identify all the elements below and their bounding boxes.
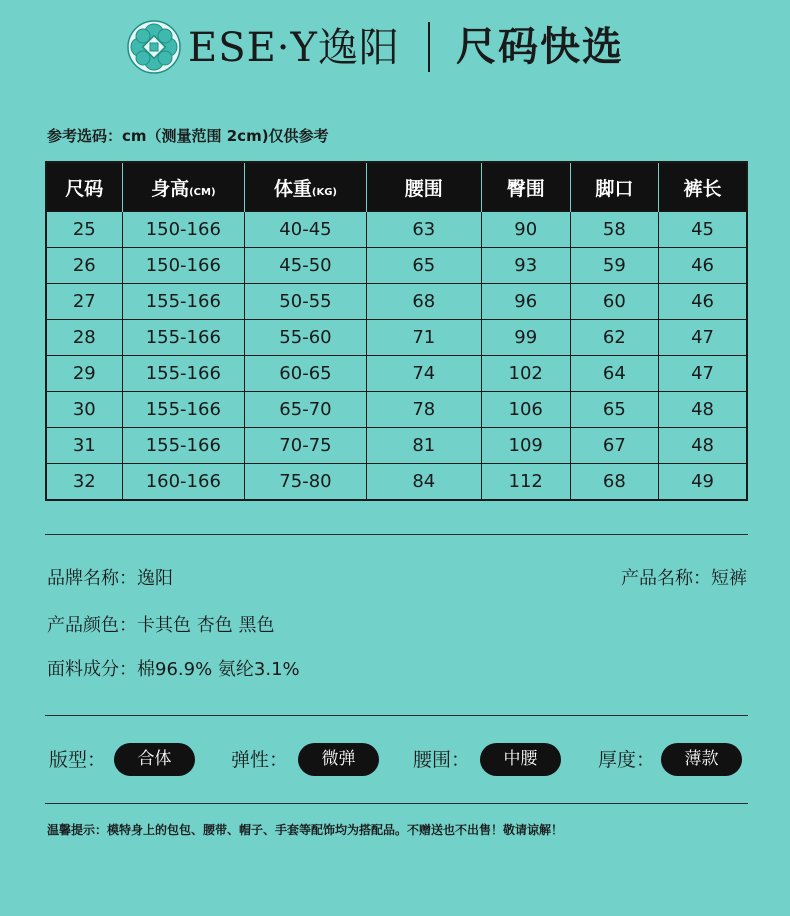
column-header: [481, 162, 570, 212]
column-header-unit: (KG): [311, 186, 338, 198]
disclaimer-tip: 温馨提示：模特身上的包包、腰带、帽子、手套等配饰均为搭配品。不赠送也不出售！敬请谅解！: [47, 823, 564, 837]
table-cell: 65-70: [245, 392, 367, 428]
table-cell: 45: [659, 212, 747, 248]
column-header-label: 裤长: [683, 177, 722, 200]
column-header: [122, 162, 244, 212]
table-cell: 48: [659, 428, 747, 464]
divider-3: [45, 803, 748, 804]
table-cell: 102: [481, 356, 570, 392]
table-cell: 40-45: [245, 212, 367, 248]
table-cell: 29: [46, 356, 122, 392]
table-cell: 155-166: [122, 284, 244, 320]
column-header-label: 尺码: [65, 177, 104, 200]
table-cell: 112: [481, 464, 570, 501]
table-cell: 155-166: [122, 356, 244, 392]
column-header-label: 脚口: [595, 177, 634, 200]
table-cell: 84: [366, 464, 481, 501]
table-cell: 99: [481, 320, 570, 356]
table-cell: 65: [366, 248, 481, 284]
table-cell: 58: [570, 212, 658, 248]
table-row: [46, 212, 747, 248]
table-row: [46, 392, 747, 428]
table-cell: 93: [481, 248, 570, 284]
thickness-badge: 薄款: [661, 743, 742, 776]
table-cell: 60-65: [245, 356, 367, 392]
table-cell: 68: [366, 284, 481, 320]
table-cell: 109: [481, 428, 570, 464]
waist-badge: 中腰: [480, 743, 561, 776]
table-row: [46, 428, 747, 464]
fabric-info: 面料成分：棉96.9% 氨纶3.1%: [47, 659, 300, 680]
table-cell: 48: [659, 392, 747, 428]
table-cell: 150-166: [122, 212, 244, 248]
table-cell: 106: [481, 392, 570, 428]
column-header: [245, 162, 367, 212]
brand-name-info: 品牌名称：逸阳: [47, 568, 173, 589]
table-header-row: [46, 162, 747, 212]
table-cell: 50-55: [245, 284, 367, 320]
table-cell: 45-50: [245, 248, 367, 284]
table-cell: 46: [659, 284, 747, 320]
column-header-label: 身高: [151, 177, 190, 200]
header-divider: [428, 22, 430, 72]
peony-knot-logo-icon: [127, 20, 181, 74]
page-title: 尺码快选: [456, 24, 624, 70]
table-cell: 49: [659, 464, 747, 501]
column-header: [659, 162, 747, 212]
table-cell: 27: [46, 284, 122, 320]
table-cell: 60: [570, 284, 658, 320]
table-cell: 150-166: [122, 248, 244, 284]
table-row: [46, 464, 747, 501]
table-cell: 81: [366, 428, 481, 464]
divider-2: [45, 715, 748, 716]
column-header-unit: (CM): [189, 186, 216, 198]
fit-badge: 合体: [114, 743, 195, 776]
waist-label: 腰围：: [413, 749, 471, 771]
table-cell: 59: [570, 248, 658, 284]
size-chart-table: [45, 161, 748, 501]
table-cell: 67: [570, 428, 658, 464]
table-cell: 78: [366, 392, 481, 428]
table-cell: 65: [570, 392, 658, 428]
table-row: [46, 320, 747, 356]
product-name-info: 产品名称：短裤: [621, 568, 747, 589]
stretch-badge: 微弹: [298, 743, 379, 776]
header: [0, 0, 790, 100]
reference-note: 参考选码：cm（测量范围 2cm)仅供参考: [47, 127, 329, 145]
fit-label: 版型：: [49, 749, 107, 771]
column-header-label: 腰围: [404, 177, 443, 200]
table-cell: 31: [46, 428, 122, 464]
table-cell: 160-166: [122, 464, 244, 501]
table-body: [46, 212, 747, 501]
stretch-label: 弹性：: [231, 749, 289, 771]
table-cell: 47: [659, 320, 747, 356]
product-colors-info: 产品颜色：卡其色 杏色 黑色: [47, 615, 275, 636]
column-header: [570, 162, 658, 212]
column-header-label: 体重: [273, 177, 312, 200]
table-cell: 64: [570, 356, 658, 392]
table-cell: 74: [366, 356, 481, 392]
table-cell: 96: [481, 284, 570, 320]
table-cell: 30: [46, 392, 122, 428]
table-cell: 155-166: [122, 428, 244, 464]
table-cell: 71: [366, 320, 481, 356]
table-cell: 25: [46, 212, 122, 248]
table-cell: 155-166: [122, 320, 244, 356]
table-cell: 46: [659, 248, 747, 284]
table-cell: 68: [570, 464, 658, 501]
table-cell: 75-80: [245, 464, 367, 501]
column-header: [46, 162, 122, 212]
table-cell: 26: [46, 248, 122, 284]
table-cell: 47: [659, 356, 747, 392]
table-cell: 28: [46, 320, 122, 356]
table-row: [46, 284, 747, 320]
brand-name: ESE·Y逸阳: [188, 25, 400, 71]
column-header-label: 臀围: [506, 177, 545, 200]
column-header: [366, 162, 481, 212]
table-cell: 70-75: [245, 428, 367, 464]
thickness-label: 厚度：: [598, 749, 656, 771]
table-cell: 155-166: [122, 392, 244, 428]
divider-1: [45, 534, 748, 535]
table-cell: 62: [570, 320, 658, 356]
table-cell: 55-60: [245, 320, 367, 356]
table-row: [46, 356, 747, 392]
table-cell: 63: [366, 212, 481, 248]
table-row: [46, 248, 747, 284]
table-cell: 32: [46, 464, 122, 501]
table-cell: 90: [481, 212, 570, 248]
